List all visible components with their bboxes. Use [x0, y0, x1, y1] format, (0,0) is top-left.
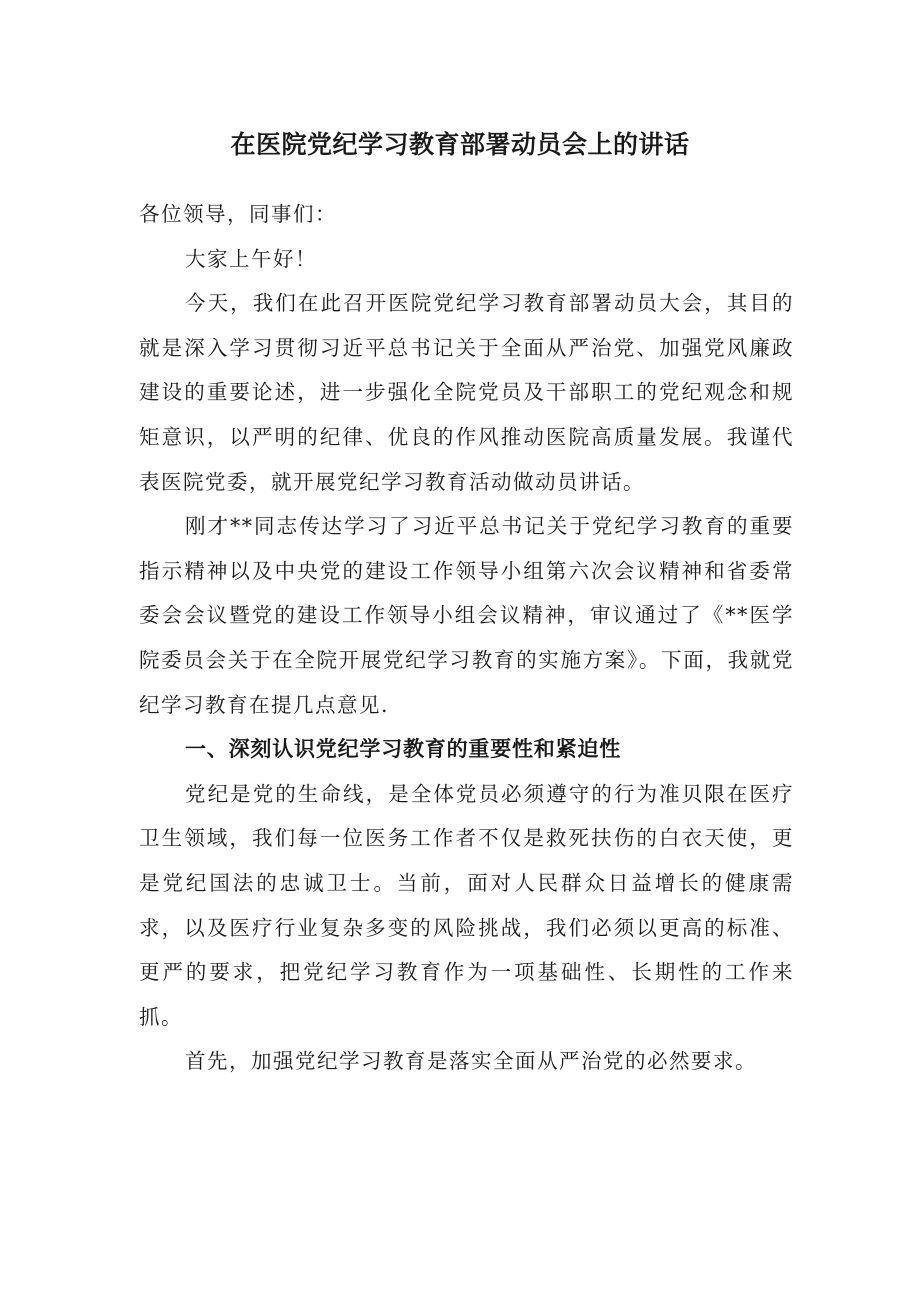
greeting: 大家上午好！	[185, 246, 317, 271]
salutation: 各位领导，同事们：	[139, 202, 337, 226]
paragraph-section-2: 首先，加强党纪学习教育是落实全面从严治党的必然要求。	[185, 1049, 757, 1074]
paragraph-review: 刚才**同志传达学习了习近平总书记关于党纪学习教育的重要指示精神以及中央党的建设工作领导小组第六次会议精神和省委常委会会议暨党的建设工作领导小组会议精神，审议通过了《**医学院委员会关于在全院开展党纪学习教育的实施方案》。下面，我就党纪学习教育在提几点意见.	[139, 514, 794, 717]
document-title: 在医院党纪学习教育部署动员会上的讲话	[230, 130, 690, 159]
section-heading: 一、深刻认识党纪学习教育的重要性和紧迫性	[185, 737, 621, 762]
document-body	[139, 192, 794, 1084]
paragraph-section-1: 党纪是党的生命线，是全体党员必须遵守的行为准贝限在医疗卫生领域，我们每一位医务工作者不仅是救死扶伤的白衣天使，更是党纪国法的忠诚卫士。当前，面对人民群众日益增长的健康需求，以及医疗行业复杂多变的风险挑战，我们必须以更高的标准、更严的要求，把党纪学习教育作为一项基础性、长期性的工作来抓。	[139, 781, 794, 1029]
paragraph-intro: 今天，我们在此召开医院党纪学习教育部署动员大会，其目的就是深入学习贯彻习近平总书记关于全面从严治党、加强党风廉政建设的重要论述，进一步强化全院党员及干部职工的党纪观念和规矩意识，以严明的纪律、优良的作风推动医院高质量发展。我谨代表医院党委，就开展党纪学习教育活动做动员讲话。	[139, 291, 794, 494]
